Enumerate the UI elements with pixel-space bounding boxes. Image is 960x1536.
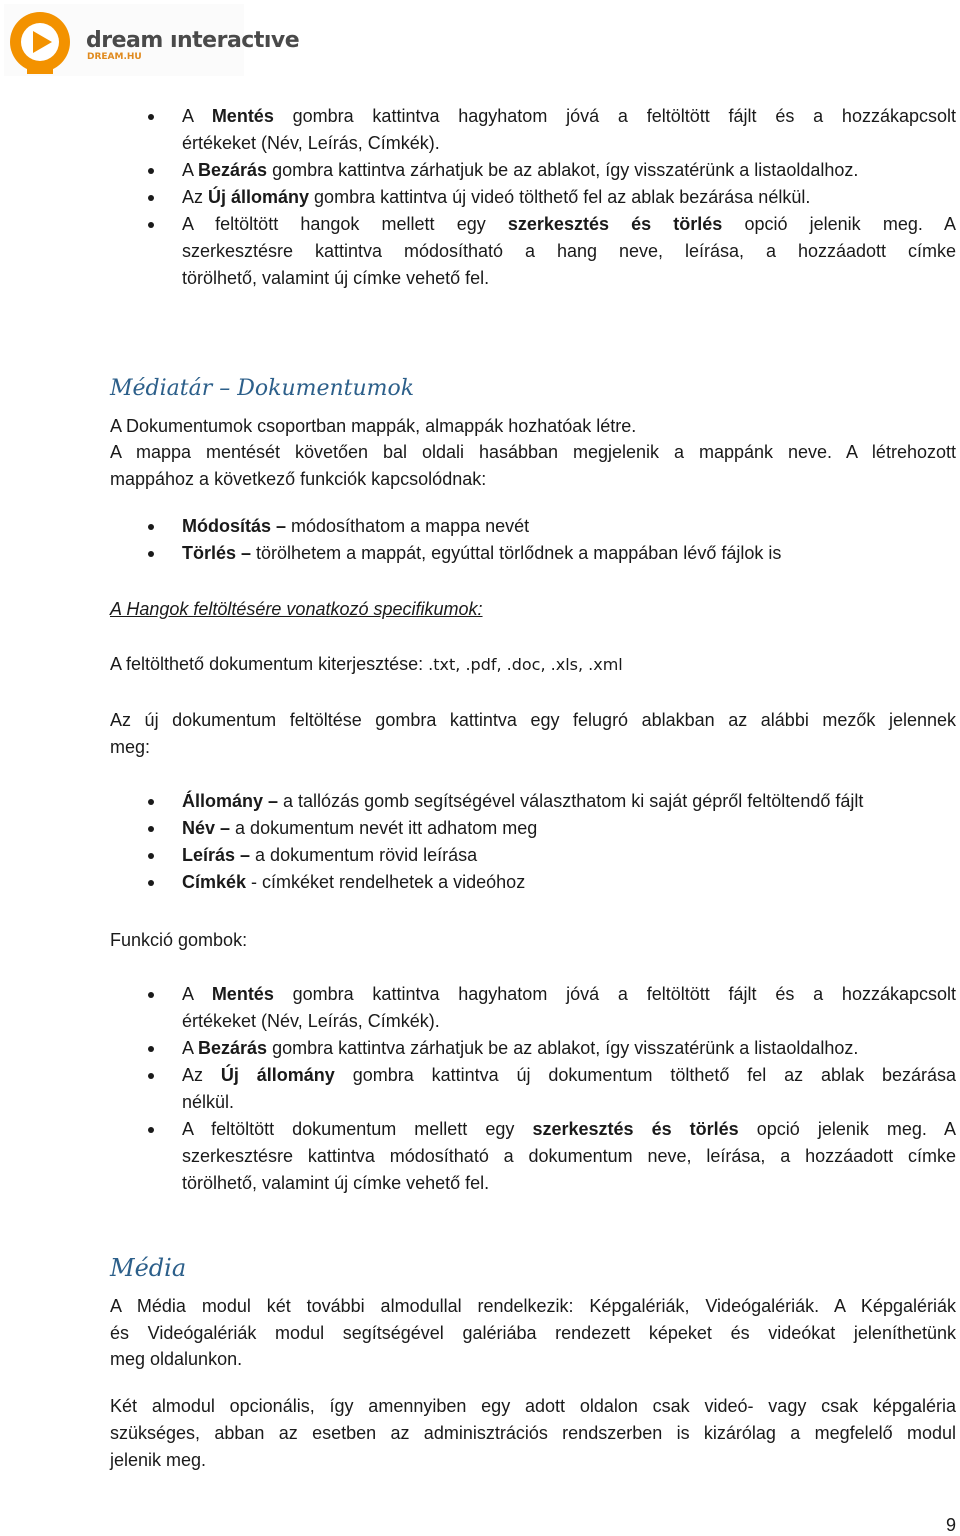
paragraph: Az új dokumentum feltöltése gombra kattintva egy felugró ablakban az alábbi mezők jelennek [110,710,956,730]
list-item: Név – a dokumentum nevét itt adhatom meg [110,815,956,842]
bullet-icon [148,1127,154,1133]
list-item: Állomány – a tallózás gomb segítségével választhatom ki saját gépről feltöltendő fájlt [110,788,956,815]
list-item: Leírás – a dokumentum rövid leírása [110,842,956,869]
spec-heading: A Hangok feltöltésére vonatkozó specifikumok: [110,599,483,619]
extension-line: A feltölthető dokumentum kiterjesztése: .txt, .pdf, .doc, .xls, .xml [110,654,623,674]
section-heading-media: Média [110,1254,187,1282]
list-item: A Mentés gombra kattintva hagyhatom jóvá a feltöltött fájlt és a hozzákapcsolt értékeket (Név, Leírás, Címkék). [110,981,956,1035]
paragraph: jelenik meg. [110,1450,207,1470]
section-heading-documents: Médiatár – Dokumentumok [110,376,415,401]
paragraph: meg oldalunkon. [110,1349,243,1369]
paragraph: A Dokumentumok csoportban mappák, almappák hozhatóak létre. [110,416,637,436]
bullet-icon [148,992,154,998]
paragraph: Két almodul opcionális, így amennyiben egy adott oldalon csak videó- vagy csak képgaléria [110,1396,956,1416]
function-buttons-list [110,981,956,1197]
paragraph: mappához a következő funkciók kapcsolódnak: [110,469,487,489]
list-item: A Mentés gombra kattintva hagyhatom jóvá a feltöltött fájlt és a hozzákapcsolt értékeket (Név, Leírás, Címkék). [110,103,956,157]
list-item: Törlés – törölhetem a mappát, egyúttal törlődnek a mappában lévő fájlok is [110,540,956,567]
upload-buttons-list-audio [110,103,956,292]
bullet-icon [148,826,154,832]
upload-fields-list [110,788,956,896]
list-item: A Bezárás gombra kattintva zárhatjuk be az ablakot, így visszatérünk a listaoldalhoz. [110,157,956,184]
bullet-icon [148,853,154,859]
paragraph: és Videógalériák modul segítségével galériába rendezett képeket és videókat jeleníthetünk [110,1323,956,1343]
logo-wordmark: dream ınteractıve [86,28,300,53]
bullet-icon [148,1073,154,1079]
paragraph: A Média modul két további almodullal rendelkezik: Képgalériák, Videógalériák. A Képgalériák [110,1296,956,1316]
list-item: Az Új állomány gombra kattintva új videó tölthető fel az ablak bezárása nélkül. [110,184,956,211]
list-item: Módosítás – módosíthatom a mappa nevét [110,513,956,540]
bullet-icon [148,222,154,228]
extension-values: .txt, .pdf, .doc, .xls, .xml [428,655,623,674]
paragraph: meg: [110,737,151,757]
page-number: 9 [945,1515,956,1535]
bullet-icon [148,799,154,805]
list-item: A feltöltött dokumentum mellett egy szerkesztés és törlés opció jelenik meg. A szerkesztésre kattintva módosítható a dokumentum neve, leírása, a hozzáadott címke törölhető, valamint új címke vehető fel. [110,1116,956,1197]
bullet-icon [148,114,154,120]
paragraph: A mappa mentését követően bal oldali hasábban megjelenik a mappánk neve. A létrehozott [110,442,956,462]
play-logo-icon [6,8,78,76]
bullet-icon [148,880,154,886]
list-item: A feltöltött hangok mellett egy szerkesztés és törlés opció jelenik meg. A szerkesztésre kattintva módosítható a hang neve, leírása, a hozzáadott címke törölhető, valamint új címke vehető fel. [110,211,956,292]
bullet-icon [148,195,154,201]
paragraph: Funkció gombok: [110,930,248,950]
list-item: Címkék - címkéket rendelhetek a videóhoz [110,869,956,896]
bullet-icon [148,1046,154,1052]
bullet-icon [148,524,154,530]
list-item: Az Új állomány gombra kattintva új dokumentum tölthető fel az ablak bezárása nélkül. [110,1062,956,1116]
logo-domain: DREAM.HU [87,52,142,62]
folder-functions-list [110,513,956,567]
paragraph: szükséges, abban az esetben az adminisztrációs rendszerben is kizárólag a megfelelő modul [110,1423,956,1443]
list-item: A Bezárás gombra kattintva zárhatjuk be az ablakot, így visszatérünk a listaoldalhoz. [110,1035,956,1062]
bullet-icon [148,168,154,174]
bullet-icon [148,551,154,557]
company-logo [4,4,300,76]
